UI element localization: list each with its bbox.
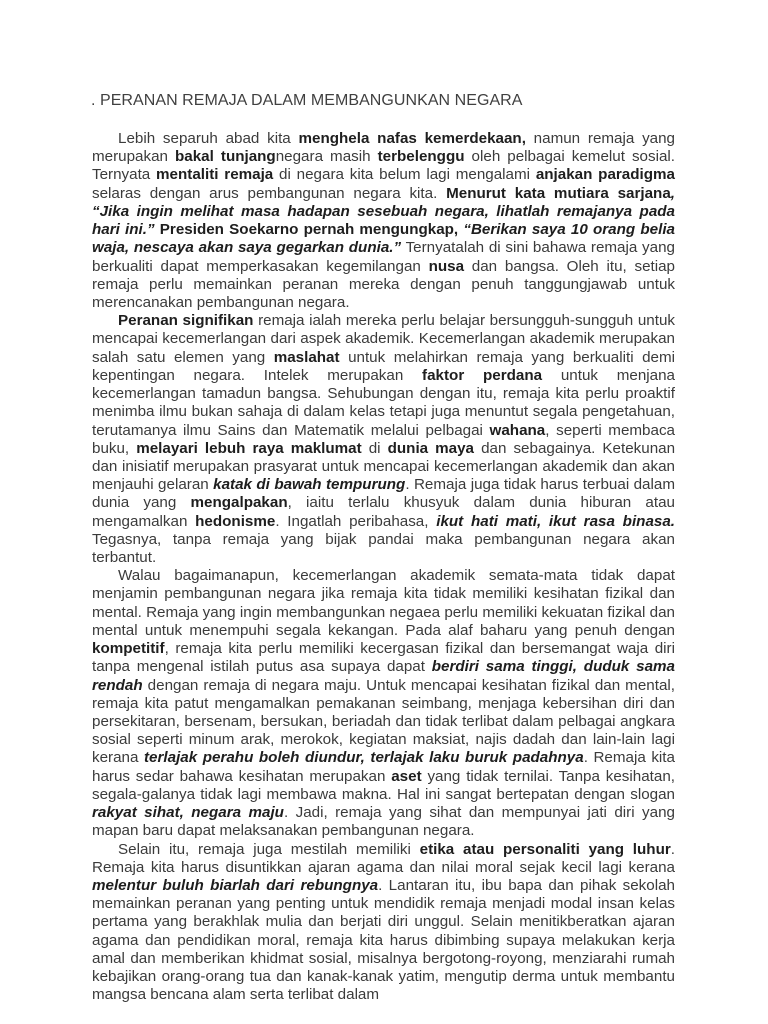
bold-text: dunia maya <box>387 439 475 457</box>
bold-text: mentaliti remaja <box>156 166 274 184</box>
emphasis-text: melentur buluh biarlah dari rebungnya <box>92 876 379 894</box>
body-text: . Remaja kita harus disuntikkan ajaran agama dan nilai moral sejak kecil lagi kerana <box>92 840 675 876</box>
emphasis-text: ikut hati mati, ikut rasa binasa. <box>436 512 676 530</box>
emphasis-run <box>436 513 675 530</box>
emphasis-run <box>213 476 405 493</box>
body-text: di <box>361 439 388 457</box>
body-text: Tegasnya, tanpa remaja yang bijak pandai maka pembangunan negara akan terbantut. <box>92 530 675 567</box>
body-text: selaras dengan arus pembangunan negara kita. <box>92 184 447 202</box>
bold-text: Peranan signifikan <box>118 312 254 330</box>
body-text: untuk menjana kecemerlangan tamadun bangsa. Sehubungan dengan itu, remaja kita perlu proaktif menimba ilmu bukan sahaja di dalam kelas tetapi juga menuntut segala pengetahuan, terutamanya ilmu Sains dan Matematik melalui pelbagai <box>92 366 676 439</box>
body-text: yang tidak ternilai. Tanpa kesihatan, segala-galanya tidak lagi membawa makna. Hal ini sangat bertepatan dengan slogan <box>92 767 675 803</box>
body-paragraph <box>92 567 675 840</box>
bold-text: etika atau personaliti yang luhur <box>419 840 671 858</box>
body-text: . Jadi, remaja yang sihat dan mempunyai jati diri yang mapan baru dapat melaksanakan pembangunan negara. <box>92 804 675 840</box>
bold-text: kompetitif <box>92 640 165 658</box>
document-title: . PERANAN REMAJA DALAM MEMBANGUNKAN NEGARA <box>91 92 523 109</box>
bold-text: Presiden Soekarno pernah mengungkap, <box>154 221 459 239</box>
body-text: , iaitu terlalu khusyuk dalam dunia hiburan atau mengamalkan <box>92 494 675 530</box>
emphasis-run <box>92 804 284 821</box>
body-paragraph <box>92 841 675 1005</box>
body-text: oleh pelbagai kemelut sosial. Ternyata <box>92 148 676 184</box>
bold-text: nusa <box>428 257 465 275</box>
bold-text: faktor perdana <box>422 366 543 384</box>
body-text: Walau bagaimanapun, kecemerlangan akademik semata-mata tidak dapat menjamin pembangunan negara jika remaja kita tidak memiliki kesihatan fizikal dan mental. Remaja yang ingin membangunkan negaea perlu memiliki kekuatan fizikal dan mental untuk menempuhi segala kekangan. Pada alaf baharu yang penuh dengan <box>92 567 675 639</box>
bold-text: bakal tunjang <box>175 148 276 166</box>
emphasis-run <box>92 877 378 894</box>
body-text: Ternyatalah di sini bahawa remaja yang berkualiti dapat memperkasakan kegemilangan <box>92 239 675 275</box>
body-text: , remaja kita perlu memiliki kecergasan fizikal dan bersemangat waja diri tanpa mengenal istilah putus asa supaya dapat <box>92 640 675 676</box>
bold-text: menghela nafas kemerdekaan, <box>298 130 526 147</box>
body-text: . Remaja juga tidak harus terbuai dalam dunia yang <box>92 476 675 512</box>
emphasis-text: berdiri sama tinggi, duduk sama rendah <box>92 658 675 694</box>
body-text: negara masih <box>275 148 378 166</box>
body-text: dan sebagainya. Ketekunan dan inisiatif merupakan prasyarat untuk mencapai kecemerlangan akademik dan akan menjauhi gelaran <box>92 439 676 494</box>
body-text: namun remaja yang merupakan <box>92 130 675 166</box>
body-text: remaja ialah mereka perlu belajar bersungguh-sungguh untuk mencapai kecemerlangan dari aspek akademik. Kecemerlangan akademik merupakan salah satu elemen yang <box>92 312 676 366</box>
body-text: . Lantaran itu, ibu bapa dan pihak sekolah memainkan peranan yang penting untuk mendidik remaja menjadi modal insan kelas pertama yang berakhlak mulia dan berjati diri unggul. Selain menitikberatkan ajaran agama dan pendidikan moral, remaja kita harus dibimbing supaya melakukan kerja amal dan memberikan khidmat sosial, misalnya bergotong-royong, menziarahi rumah kebajikan orang-orang tua dan kanak-kanak yatim, mengutip derma untuk membantu mangsa bencana alam serta terlibat dalam <box>92 876 675 1004</box>
body-text: dan bangsa. Oleh itu, setiap remaja perlu memainkan peranan mereka dengan penuh tanggungjawab untuk merencanakan pembangunan negara. <box>92 257 676 311</box>
bold-text: terbelenggu <box>377 148 465 166</box>
bold-text: aset <box>391 767 422 785</box>
body-text: , seperti membaca buku, <box>92 421 675 457</box>
body-text: untuk melahirkan remaja yang berkualiti demi kepentingan negara. Intelek merupakan <box>92 348 675 384</box>
body-text: dengan remaja di negara maju. Untuk mencapai kesihatan fizikal dan mental, remaja kita patut mengamalkan pemakanan seimbang, menjaga kebersihan diri dan persekitaran, bersenam, bersukan, beriadah dan tidak terlibat dalam pelbagai angkara sosial seperti minum arak, merokok, kegiatan maksiat, najis dadah dan lain-lain lagi kerana <box>92 676 675 767</box>
bold-text: maslahat <box>273 348 340 366</box>
body-paragraph <box>92 130 675 312</box>
bold-text: anjakan paradigma <box>535 166 675 184</box>
body-text: Selain itu, remaja juga mestilah memiliki <box>118 840 420 858</box>
bold-text: wahana <box>489 421 546 439</box>
bold-text: mengalpakan <box>190 494 288 512</box>
body-text: di negara kita belum lagi mengalami <box>273 166 536 184</box>
body-paragraph <box>92 312 675 567</box>
bold-text: melayari lebuh raya maklumat <box>136 439 362 457</box>
emphasis-text: “Berikan saya 10 orang belia waja, nescaya akan saya gegarkan dunia.” <box>92 221 675 257</box>
bold-text: Menurut kata mutiara sarjana <box>446 184 671 202</box>
emphasis-text: rakyat sihat, negara maju <box>92 804 284 822</box>
body-text: . Remaja kita harus sedar bahawa kesihatan merupakan <box>92 749 675 785</box>
emphasis-run <box>144 749 584 766</box>
body-text: . Ingatlah peribahasa, <box>275 512 437 530</box>
body-text: Lebih separuh abad kita <box>118 130 299 147</box>
emphasis-text: terlajak perahu boleh diundur, terlajak laku buruk padahnya <box>143 749 584 767</box>
bold-text: hedonisme <box>195 512 276 530</box>
emphasis-text: , “Jika ingin melihat masa hadapan sesebuah negara, lihatlah remajanya pada hari ini.” <box>92 184 675 239</box>
document-body <box>92 130 675 1005</box>
emphasis-text: katak di bawah tempurung <box>213 476 406 494</box>
